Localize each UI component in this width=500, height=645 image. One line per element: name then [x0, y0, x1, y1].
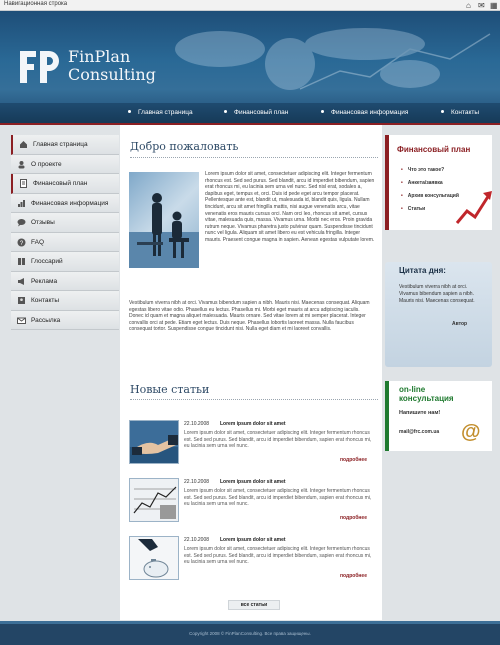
sidebar-item-about[interactable]	[11, 155, 119, 175]
consult-title-line2: консультация	[399, 394, 454, 403]
news-more-link[interactable]: подробнее	[340, 573, 367, 579]
news-title[interactable]: Lorem ipsum dolor sit amet	[220, 421, 286, 427]
site-footer	[0, 621, 500, 645]
fin-plan-link-archive[interactable]: • Архив консультаций	[401, 193, 459, 199]
sidebar-item-label: Отзывы	[31, 219, 55, 226]
sidebar-item-label: FAQ	[31, 238, 45, 246]
chart-icon	[17, 199, 26, 208]
brand-line1: FinPlan	[68, 47, 131, 66]
book-icon	[17, 257, 26, 266]
news-date: 22.10.2008	[184, 537, 210, 543]
chat-icon	[17, 218, 26, 227]
sitemap-icon[interactable]: ▦	[490, 1, 498, 10]
news-excerpt: Lorem ipsum dolor sit amet, consectetuer adipiscing elit. Integer fermentum rhoncus est. Sed sed purus. Sed blandit, arcu id imperdiet bibendum, sapien erat rhoncus mi, eu lacinia sem urna vel nunc.	[184, 488, 372, 508]
quote-text: Vestibulum viverra nibh at orci. Vivamus bibendum sapien a nibh. Mauris nisi. Maecenas consequat.	[399, 284, 475, 304]
news-item	[129, 420, 379, 470]
sidebar-item-label: Главная страница	[33, 141, 88, 148]
piggy-bank-thumbnail[interactable]	[129, 536, 179, 580]
sidebar-item-label: Финансовый план	[33, 180, 88, 187]
fin-plan-link-articles[interactable]: • Статьи	[401, 206, 425, 212]
welcome-title: Добро пожаловать	[130, 140, 239, 153]
nav-title: Навигационная строка	[4, 1, 68, 7]
news-date: 22.10.2008	[184, 421, 210, 427]
sidebar-item-label: Рассылка	[31, 316, 61, 324]
welcome-paragraph-2: Vestibulum viverra nibh at orci. Vivamus bibendum sapien a nibh. Mauris nisi. Maecenas consequat. Aliquam egestas libero vitae odio. Phasellus eu lectus. Phasellus mi. Morbi eget mauris at arcu adipiscing iaculis. Donec id quam et magna aliquet malesuada. Mauris ornare. Sed vitae lorem at mi semper placerat. Integer convallis orci at pede. Etiam eget lectus. Duis neque. Phasellus lobortis laoreet massa. Nulla faucibus consequat tortor. Suspendisse congue tincidunt nisi. Nulla eget diam et mi laoreet convallis.	[129, 300, 370, 333]
news-item	[129, 536, 379, 586]
growth-arrow-icon	[455, 187, 493, 227]
title-rule	[130, 157, 378, 158]
at-sign-icon: @	[461, 421, 481, 443]
news-title[interactable]: Lorem ipsum dolor sit amet	[220, 537, 286, 543]
mail-icon	[17, 316, 26, 325]
nav-item-home[interactable]: Главная страница	[128, 109, 193, 116]
brand-name[interactable]	[68, 48, 156, 84]
svg-text:?: ?	[19, 240, 24, 247]
document-icon	[19, 179, 28, 188]
sidebar-item-glossary[interactable]	[11, 252, 119, 272]
sidebar-item-label: Финансовая информация	[31, 199, 109, 207]
sidebar-item-newsletter[interactable]	[11, 311, 119, 331]
ad-icon	[17, 277, 26, 286]
fin-plan-link-form[interactable]: • Анкета/заявка	[401, 180, 443, 186]
news-title[interactable]: Lorem ipsum dolor sit amet	[220, 479, 286, 485]
sidebar-item-label: Глоссарий	[31, 258, 63, 265]
sidebar-item-faq[interactable]	[11, 233, 119, 253]
consult-title	[399, 385, 454, 403]
fin-plan-box	[385, 135, 492, 230]
sidebar-item-reviews[interactable]	[11, 213, 119, 233]
sidebar-item-fin-plan[interactable]	[11, 174, 119, 194]
main-content	[120, 125, 382, 620]
top-nav	[0, 103, 500, 123]
world-map-graphic	[150, 19, 500, 103]
fin-plan-title: Финансовый план	[397, 145, 471, 154]
news-more-link[interactable]: подробнее	[340, 515, 367, 521]
contacts-icon	[17, 296, 26, 305]
sidebar-item-ads[interactable]	[11, 272, 119, 292]
sidebar-item-fin-info[interactable]	[11, 194, 119, 214]
consult-title-line1: on-line	[399, 385, 426, 394]
title-rule	[130, 399, 378, 400]
sidebar-menu	[11, 135, 119, 330]
quote-author: Автор	[452, 321, 468, 327]
welcome-paragraph-1: Lorem ipsum dolor sit amet, consectetuer adipiscing elit. Integer fermentum rhoncus est. Sed sed purus. Sed blandit, arcu id imperdiet bibendum, sapien erat rhoncus mi, eu lacinia sem urna vel nunc. Sed nisl erat, sodales a, dapibus eget, tempus et, orci. Duis id pede eget arcu tempor placerat. Pellentesque ante est, blandit ut, malesuada id, blandit quis, ligula. Nullam tincidunt, arcu sit amet fringilla mattis, nisi augue venenatis arcu, vitae venenatis eros mauris cursus orci. Nam orci leo, rhoncus sit amet, cursus vitae, malesuada quis, massa. Vivamus urna. Morbi nec eros. Proin gravida rutrum neque. Vivamus pharetra justo pulvinar quam. Suspendisse tincidunt nunc vel ligula. Aliquam sit amet libero eu est vehicula fringilla. Integer mauris. Praesent congue magna in sapien. Aenean egestas vulputate lorem.	[205, 171, 375, 243]
fin-plan-link-what[interactable]: • Что это такое?	[401, 167, 444, 173]
mail-icon[interactable]: ✉	[478, 1, 485, 10]
nav-item-fin-info[interactable]: Финансовая информация	[321, 109, 408, 116]
faq-icon	[17, 238, 26, 247]
business-people-image	[129, 172, 199, 268]
sidebar-item-label: О проекте	[31, 160, 62, 168]
new-articles-title: Новые статьи	[130, 383, 210, 396]
nav-item-fin-plan[interactable]: Финансовый план	[224, 109, 288, 116]
home-icon[interactable]: ⌂	[466, 1, 471, 10]
handshake-thumbnail[interactable]	[129, 420, 179, 464]
top-bar	[0, 0, 500, 11]
news-date: 22.10.2008	[184, 479, 210, 485]
quote-title: Цитата дня:	[399, 266, 446, 275]
online-consult-box	[385, 381, 492, 451]
news-item	[129, 478, 379, 528]
sidebar-item-contacts[interactable]	[11, 291, 119, 311]
finance-chart-thumbnail[interactable]	[129, 478, 179, 522]
home-icon	[19, 140, 28, 149]
write-us-text: Напишите нам!	[399, 410, 441, 416]
user-icon	[17, 160, 26, 169]
news-more-link[interactable]: подробнее	[340, 457, 367, 463]
all-articles-button[interactable]	[228, 600, 280, 610]
contact-email-link[interactable]: mail@frc.com.ua	[399, 429, 440, 435]
news-excerpt: Lorem ipsum dolor sit amet, consectetuer adipiscing elit. Integer fermentum rhoncus est. Sed sed purus. Sed blandit, arcu id imperdiet bibendum, sapien erat rhoncus mi, eu lacinia sem urna vel nunc.	[184, 430, 372, 450]
nav-item-contacts[interactable]: Контакты	[441, 109, 479, 116]
sidebar-item-label: Контакты	[31, 297, 60, 304]
brand-line2: Consulting	[68, 65, 156, 84]
copyright-text: Copyright 2008 © FinPlanConsulting. Все права защищены.	[189, 631, 311, 636]
finplan-logo-icon[interactable]	[16, 47, 62, 87]
news-excerpt: Lorem ipsum dolor sit amet, consectetuer adipiscing elit. Integer fermentum rhoncus est. Sed sed purus. Sed blandit, arcu id imperdiet bibendum, sapien erat rhoncus mi, eu lacinia sem urna vel nunc.	[184, 546, 372, 566]
sidebar-item-label: Реклама	[31, 277, 58, 285]
quote-of-day-box	[385, 262, 492, 367]
site-header	[0, 11, 500, 123]
sidebar-item-home[interactable]	[11, 135, 119, 155]
all-articles-label: все статьи	[240, 602, 268, 608]
